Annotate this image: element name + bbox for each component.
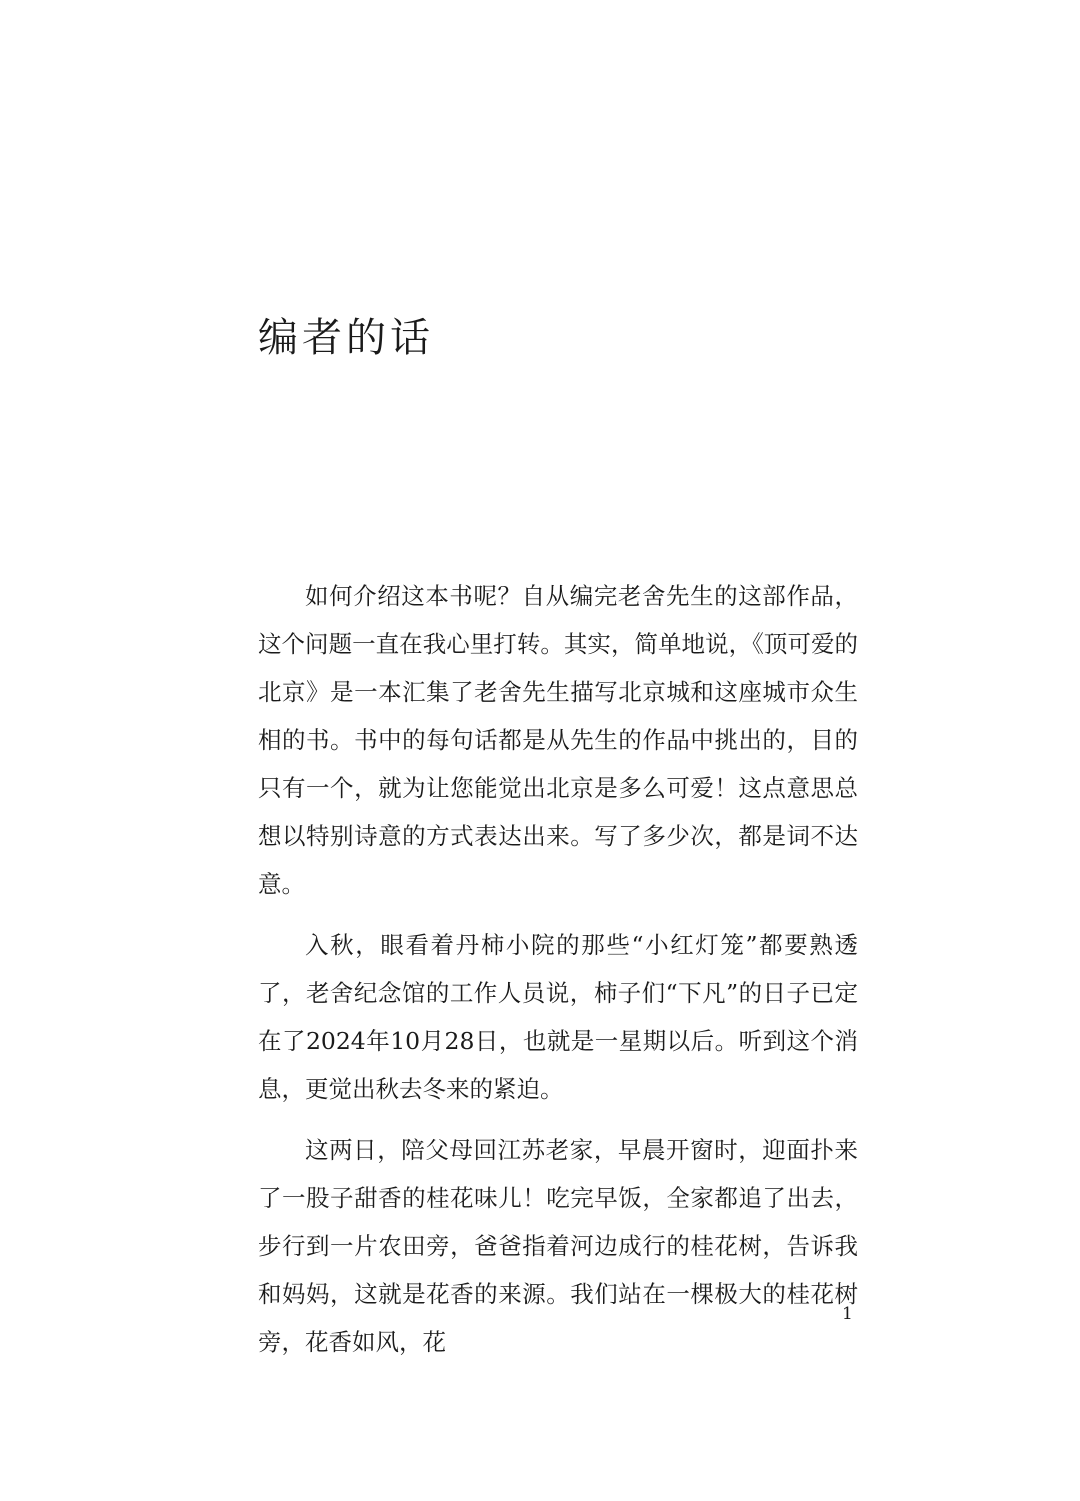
page-number: 1: [842, 1304, 853, 1324]
page-title: 编者的话: [258, 315, 434, 361]
paragraph: 入秋，眼看着丹柿小院的那些“小红灯笼”都要熟透了，老舍纪念馆的工作人员说，柿子们“下凡”的日子已定在了2024年10月28日，也就是一星期以后。听到这个消息，更觉出秋去冬来的紧迫。: [258, 931, 858, 1103]
paragraph: 如何介绍这本书呢？自从编完老舍先生的这部作品，这个问题一直在我心里打转。其实，简单地说，《顶可爱的北京》是一本汇集了老舍先生描写北京城和这座城市众生相的书。书中的每句话都是从先生的作品中挑出的，目的只有一个，就为让您能觉出北京是多么可爱！这点意思总想以特别诗意的方式表达出来。写了多少次，都是词不达意。: [258, 582, 858, 898]
body-text: [258, 572, 858, 1379]
paragraph: 这两日，陪父母回江苏老家，早晨开窗时，迎面扑来了一股子甜香的桂花味儿！吃完早饭，全家都追了出去，步行到一片农田旁，爸爸指着河边成行的桂花树，告诉我和妈妈，这就是花香的来源。我们站在一棵极大的桂花树旁，花香如风，花: [258, 1136, 858, 1356]
